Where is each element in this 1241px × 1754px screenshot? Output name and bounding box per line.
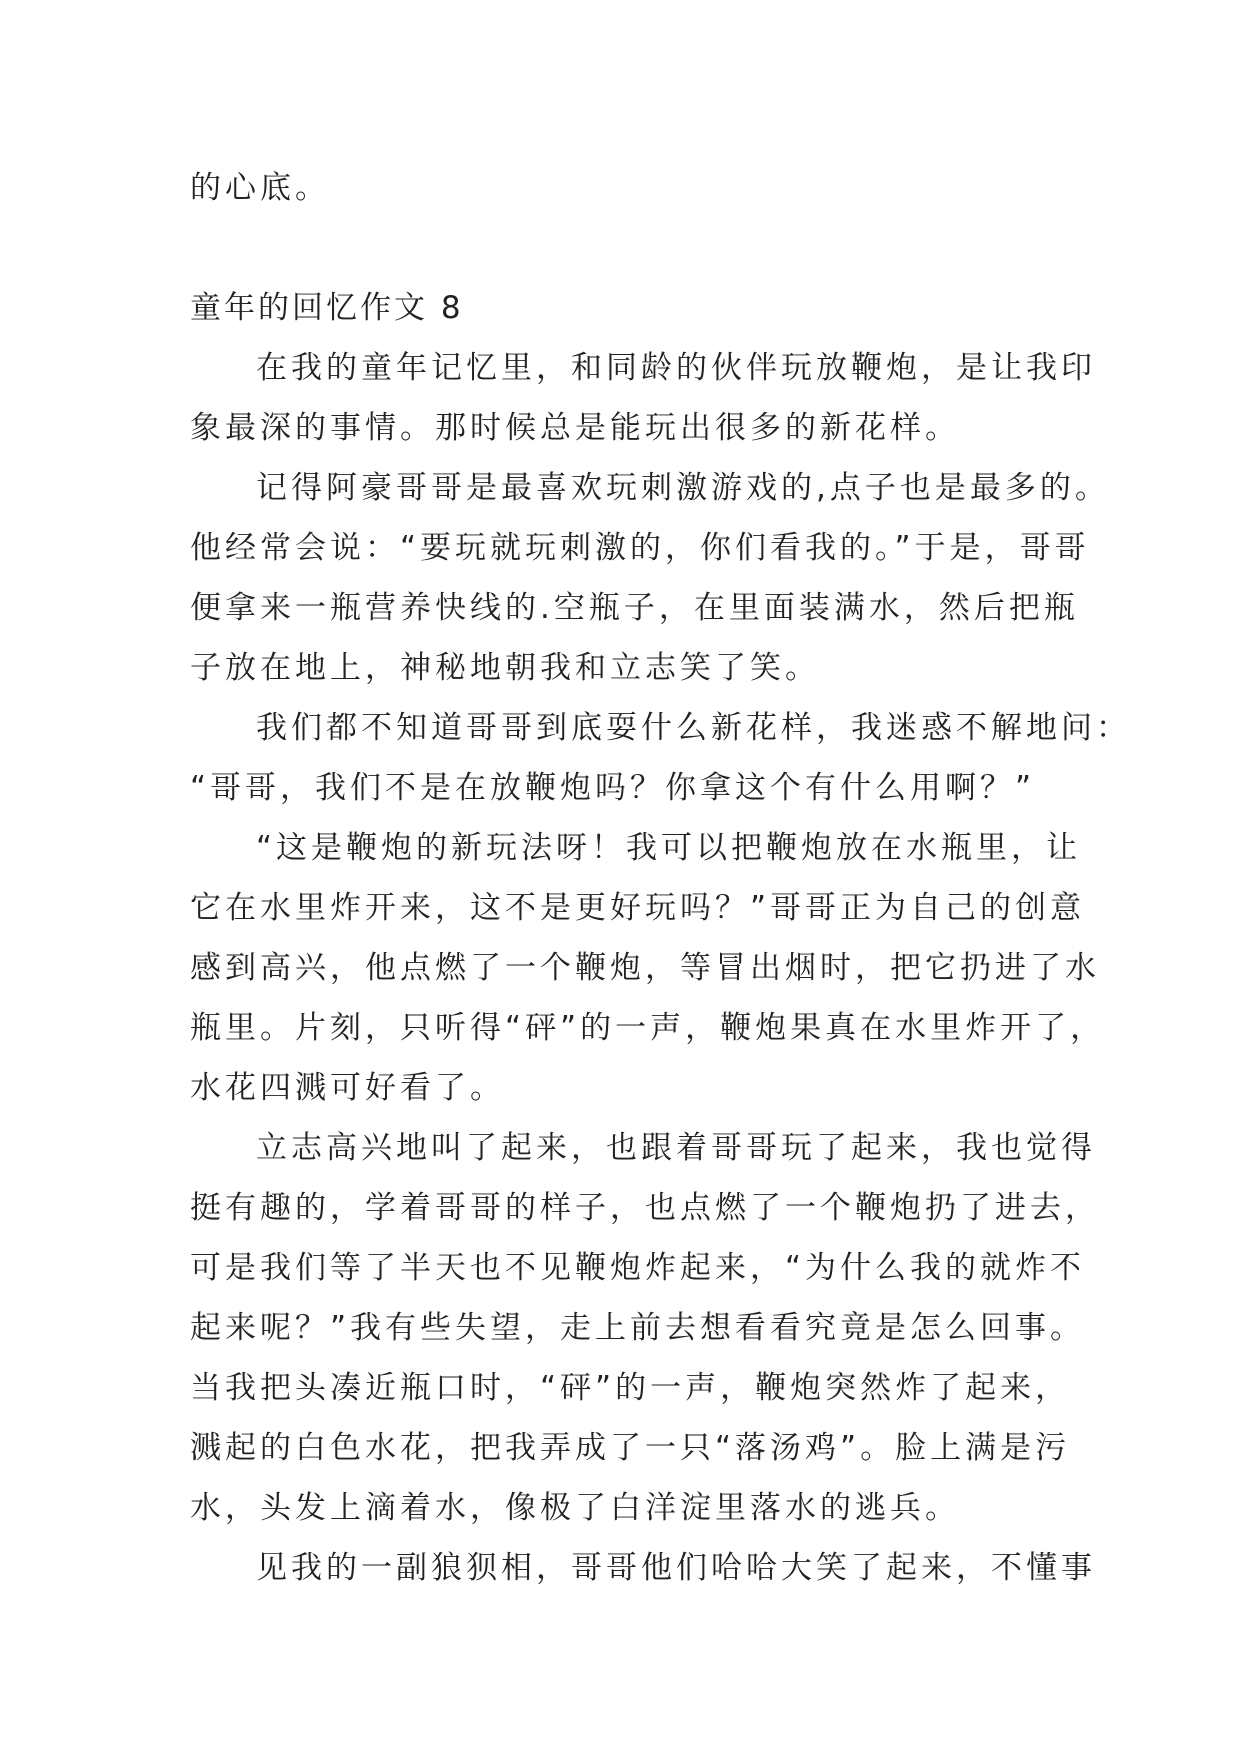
text-line: 瓶里。片刻，只听得“砰”的一声，鞭炮果真在水里炸开了， bbox=[190, 1010, 1106, 1046]
paragraph-start: 记得阿豪哥哥是最喜欢玩刺激游戏的,点子也是最多的。 bbox=[256, 470, 1110, 506]
text-line: 他经常会说：“要玩就玩刺激的，你们看我的。”于是，哥哥 bbox=[190, 530, 1090, 566]
paragraph-start: 在我的童年记忆里，和同龄的伙伴玩放鞭炮，是让我印 bbox=[256, 350, 1096, 386]
text-line: 溅起的白色水花，把我弄成了一只“落汤鸡”。脸上满是污 bbox=[190, 1430, 1071, 1466]
text-line: 可是我们等了半天也不见鞭炮炸起来，“为什么我的就炸不 bbox=[190, 1250, 1086, 1286]
text-line: 它在水里炸开来，这不是更好玩吗？”哥哥正为自己的创意 bbox=[190, 890, 1086, 926]
text-line: 象最深的事情。那时候总是能玩出很多的新花样。 bbox=[190, 410, 960, 446]
text-line: 的心底。 bbox=[190, 170, 330, 206]
text-line: 子放在地上，神秘地朝我和立志笑了笑。 bbox=[190, 650, 820, 686]
blank-line bbox=[190, 218, 1070, 278]
essay-title: 童年的回忆作文 8 bbox=[190, 290, 464, 326]
text-line: “哥哥，我们不是在放鞭炮吗？你拿这个有什么用啊？” bbox=[190, 770, 1036, 806]
document-body bbox=[190, 158, 1131, 1598]
paragraph-start: 立志高兴地叫了起来，也跟着哥哥玩了起来，我也觉得 bbox=[256, 1130, 1096, 1166]
text-line: 挺有趣的，学着哥哥的样子，也点燃了一个鞭炮扔了进去， bbox=[190, 1190, 1100, 1226]
text-line: 当我把头凑近瓶口时，“砰”的一声，鞭炮突然炸了起来， bbox=[190, 1370, 1071, 1406]
paragraph-start: 见我的一副狼狈相，哥哥他们哈哈大笑了起来，不懂事 bbox=[256, 1550, 1096, 1586]
paragraph-start: 我们都不知道哥哥到底耍什么新花样，我迷惑不解地问： bbox=[256, 710, 1131, 746]
text-line: 感到高兴，他点燃了一个鞭炮，等冒出烟时，把它扔进了水 bbox=[190, 950, 1100, 986]
text-line: 水，头发上滴着水，像极了白洋淀里落水的逃兵。 bbox=[190, 1490, 960, 1526]
text-line: 便拿来一瓶营养快线的.空瓶子，在里面装满水，然后把瓶 bbox=[190, 590, 1079, 626]
text-line: 水花四溅可好看了。 bbox=[190, 1070, 505, 1106]
paragraph-start: “这是鞭炮的新玩法呀！我可以把鞭炮放在水瓶里，让 bbox=[256, 830, 1082, 866]
text-line: 起来呢？”我有些失望，走上前去想看看究竟是怎么回事。 bbox=[190, 1310, 1086, 1346]
